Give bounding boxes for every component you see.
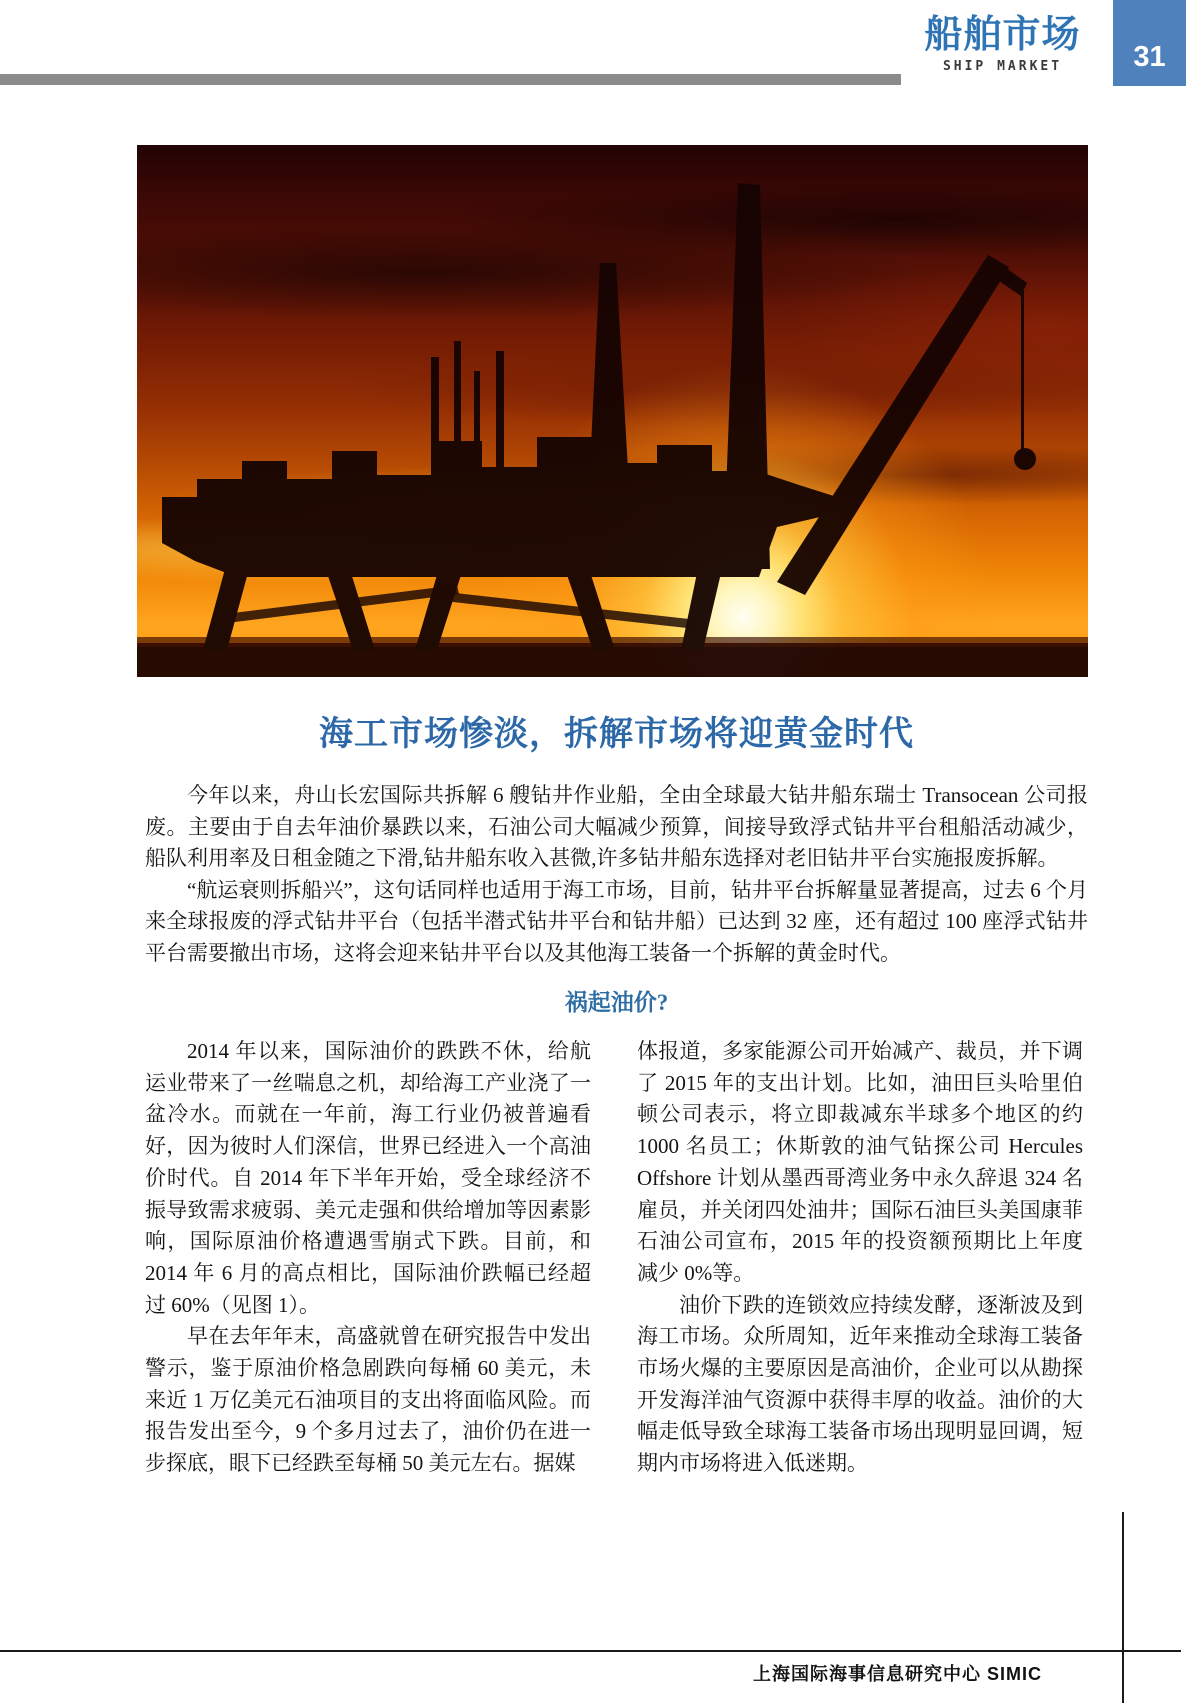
- page-number-badge: [1113, 0, 1186, 86]
- body-paragraph: 油价下跌的连锁效应持续发酵，逐渐波及到海工市场。众所周知，近年来推动全球海工装备市场火爆的主要原因是高油价，企业可以从勘探开发海洋油气资源中获得丰厚的收益。油价的大幅走低导致全球海工装备市场出现明显回调，短期内市场将进入低迷期。: [637, 1292, 1083, 1476]
- header-rule-bar: [0, 74, 901, 85]
- page-number: 31: [1133, 41, 1166, 73]
- oil-rig-silhouette: [137, 145, 1088, 677]
- body-paragraph: 早在去年年末，高盛就曾在研究报告中发出警示，鉴于原油价格急剧跌向每桶 60 美元，未来近 1 万亿美元石油项目的支出将面临风险。而报告发出至今，9 个多月过去了，油价仍在进一步探底，眼下已经跌至每桶 50 美元左右。据媒: [145, 1324, 591, 1476]
- section-header: [900, 16, 1105, 74]
- footer-horizontal-rule: [0, 1650, 1181, 1652]
- body-paragraph: 2014 年以来，国际油价的跌跌不休，给航运业带来了一丝喘息之机，却给海工产业浇了一盆冷水。而就在一年前，海工行业仍被普遍看好，因为彼时人们深信，世界已经进入一个高油价时代。自 2014 年下半年开始，受全球经济不振导致需求疲弱、美元走强和供给增加等因素影响，国际原油价格遭遇雪崩式下跌。目前，和 2014 年 6 月的高点相比，国际油价跌幅已经超过 60%（见图 1）。: [145, 1039, 591, 1317]
- left-column: [145, 1036, 591, 1480]
- two-column-body: [145, 1036, 1083, 1480]
- intro-paragraph: “航运衰则拆船兴”，这句话同样也适用于海工市场，目前，钻井平台拆解量显著提高，过去 6 个月来全球报废的浮式钻井平台（包括半潜式钻井平台和钻井船）已达到 32 座，还有超过 100 座浮式钻井平台需要撤出市场，这将会迎来钻井平台以及其他海工装备一个拆解的黄金时代。: [145, 877, 1088, 965]
- intro-paragraph: 今年以来，舟山长宏国际共拆解 6 艘钻井作业船，全由全球最大钻井船东瑞士 Transocean 公司报废。主要由于自去年油价暴跌以来，石油公司大幅减少预算，间接导致浮式钻井平台租船活动减少，船队利用率及日租金随之下滑,钻井船东收入甚微,许多钻井船东选择对老旧钻井平台实施报废拆解。: [145, 783, 1088, 871]
- section-title-cn: 船舶市场: [924, 14, 1081, 56]
- footer-vertical-rule: [1122, 1512, 1124, 1703]
- article-intro: [145, 780, 1088, 970]
- section-subheading: 祸起油价?: [564, 990, 669, 1015]
- body-paragraph: 体报道，多家能源公司开始减产、裁员，并下调了 2015 年的支出计划。比如，油田巨头哈里伯顿公司表示，将立即裁减东半球多个地区的约 1000 名员工；休斯敦的油气钻探公司 Hercules Offshore 计划从墨西哥湾业务中永久辞退 324 名雇员，并关闭四处油井；国际石油巨头美国康菲石油公司宣布，2015 年的投资额预期比上年度减少 0%等。: [637, 1039, 1083, 1285]
- oil-rig-sunset-photo: [137, 145, 1088, 677]
- right-column: [637, 1036, 1083, 1480]
- footer-credit: 上海国际海事信息研究中心 SIMIC: [752, 1664, 1042, 1684]
- article-title: 海工市场惨淡，拆解市场将迎黄金时代: [319, 715, 914, 753]
- section-title-en: SHIP MARKET: [942, 59, 1063, 74]
